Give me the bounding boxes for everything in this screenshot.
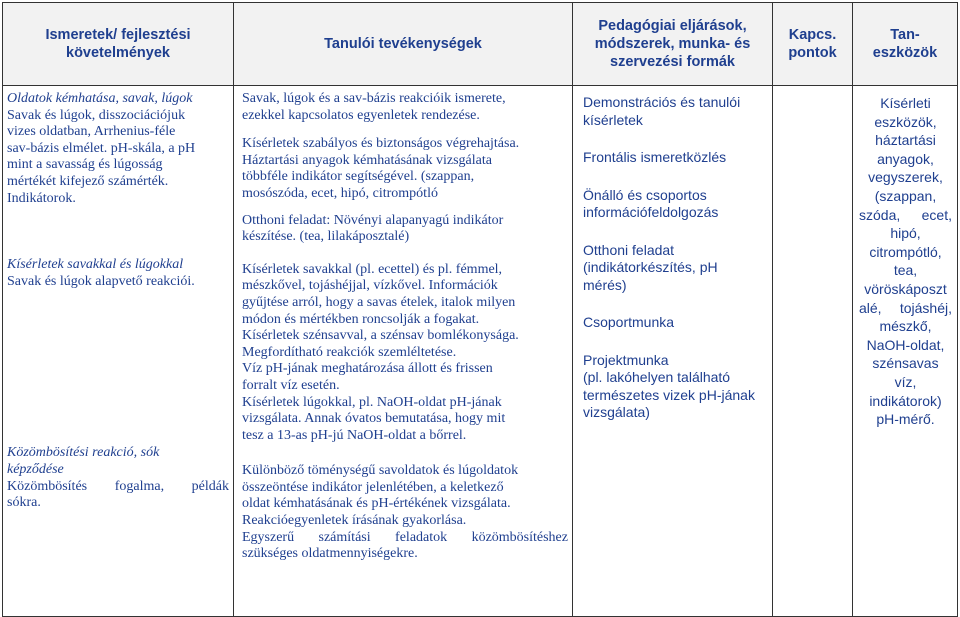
activity-line: mészkővel, tojáshéjjal, vízkővel. Információk (242, 278, 498, 294)
activity-line: Savak, lúgok és a sav-bázis reakcióik ismerete, (242, 91, 506, 106)
connections-cell (773, 86, 853, 617)
topic-title: Kísérletek savakkal és lúgokkal (7, 257, 184, 273)
activity-line: ezekkel kapcsolatos egyenletek rendezése. (242, 107, 480, 123)
activity-line: Víz pH-jának meghatározása állott és frissen (242, 361, 493, 377)
method-line: információfeldolgozás (583, 204, 719, 220)
activity-line: gyűjtése arról, hogy a savas ételek, italok milyen (242, 294, 516, 310)
tool-line: hipó, (890, 225, 921, 242)
method-line: kísérletek (583, 111, 643, 128)
tool-line: szénsavas (872, 355, 939, 372)
topic-line: vizes oldatban, Arrhenius-féle (7, 124, 176, 140)
activity-line: Különböző töménységű savoldatok és lúgoldatok (242, 463, 519, 479)
curriculum-table (2, 2, 958, 617)
activity-line: készítése. (tea, lilakáposztalé) (242, 229, 410, 245)
topic-line: Savak és lúgok, disszociációjuk (7, 107, 186, 123)
header-methods-line: módszerek, munka- és (594, 36, 751, 52)
activity-line: módon és mértékben roncsolják a fogakat. (242, 311, 480, 327)
activity-line: mosószóda, ecet, hipó, citrompótló (242, 185, 438, 201)
header-knowledge (3, 3, 234, 86)
activity-line: Kísérletek lúgokkal, pl. NaOH-oldat pH-jának (242, 394, 502, 410)
method-line: (pl. lakóhelyen található (583, 369, 731, 385)
tool-line: indikátorok) (869, 392, 942, 409)
activity-line: Reakcióegyenletek írásának gyakorlása. (242, 513, 467, 529)
activity-line: szükséges oldatmennyiségekre. (242, 546, 418, 562)
tool-line: mészkő, (879, 318, 932, 335)
method-line: Önálló és csoportos (583, 186, 707, 203)
tool-line: vegyszerek, (868, 169, 943, 186)
activity-line: Háztartási anyagok kémhatásának vizsgálata (242, 152, 492, 168)
header-student-activities (234, 3, 573, 86)
activity-line: Kísérletek szabályos és biztonságos végrehajtása. (242, 136, 520, 152)
header-tools (853, 3, 958, 86)
activity-line: Otthoni feladat: Növényi alapanyagú indikátor (242, 212, 504, 228)
topic-line: sav-bázis elmélet. pH-skála, a pH (7, 140, 196, 156)
tool-line: NaOH-oldat, (866, 336, 945, 353)
header-row (3, 3, 958, 86)
header-connections-line: pontok (788, 45, 837, 61)
method-line: vizsgálata) (583, 404, 650, 420)
header-knowledge-line: Ismeretek/ fejlesztési (45, 27, 191, 43)
activity-line: Kísérletek savakkal (pl. ecettel) és pl. fémmel, (242, 261, 503, 277)
tool-line: Kísérleti (880, 95, 931, 111)
activity-line: vizsgálata. Annak óvatos bemutatása, hogy mit (242, 411, 506, 427)
tool-line: citrompótló, (869, 243, 942, 260)
topic-line: mértékét kifejező számérték. (7, 173, 169, 189)
topic-line: Indikátorok. (7, 190, 76, 206)
method-line: Frontális ismeretközlés (583, 149, 727, 165)
activity-line: Kísérletek szénsavval, a szénsav bomlékonysága. (242, 328, 519, 344)
content-row (3, 86, 958, 617)
header-methods-line: szervezési formák (610, 54, 735, 70)
method-line: Projektmunka (583, 351, 669, 368)
topic-line: Savak és lúgok alapvető reakciói. (7, 273, 195, 289)
tool-line: háztartási (875, 132, 936, 149)
method-line: (indikátorkészítés, pH (583, 259, 718, 275)
tool-line: pH-mérő. (876, 411, 935, 428)
tool-line: szóda, ecet, (859, 206, 952, 223)
topic-line: sókra. (7, 495, 41, 511)
activity-line: oldat kémhatásának és pH-értékének vizsgálata. (242, 496, 511, 512)
header-student-activities-line: Tanulói tevékenységek (324, 36, 482, 52)
method-line: Demonstrációs és tanulói (583, 94, 741, 110)
activity-line: Egyszerű számítási feladatok közömbösítéshez (242, 529, 568, 545)
method-line: Otthoni feladat (583, 241, 675, 258)
topic-title: Oldatok kémhatása, savak, lúgok (7, 91, 193, 106)
topic-title: Közömbösítési reakció, sók (7, 445, 160, 461)
tools-cell (853, 86, 958, 617)
tool-line: eszközök, (874, 113, 937, 130)
method-line: mérés) (583, 276, 627, 293)
tool-line: alé, tojáshéj, (859, 299, 952, 316)
topic-line: mint a savasság és lúgosság (7, 157, 163, 173)
header-tools-line: Tan- (890, 27, 920, 43)
tool-line: vöröskáposzt (864, 280, 947, 297)
student-activities-cell (234, 86, 573, 617)
topic-line: Közömbösítés fogalma, példák (7, 478, 229, 494)
header-methods (573, 3, 773, 86)
knowledge-cell (3, 86, 234, 617)
tool-line: víz, (894, 373, 917, 390)
tool-line: tea, (893, 262, 918, 279)
activity-line: tesz a 13-as pH-jú NaOH-oldat a bőrrel. (242, 427, 467, 443)
method-line: természetes vizek pH-jának (583, 386, 755, 403)
header-connections (773, 3, 853, 86)
activity-line: Megfordítható reakciók szemléltetése. (242, 344, 457, 360)
topic-title: képződése (7, 461, 64, 477)
activity-line: forralt víz esetén. (242, 377, 340, 393)
activity-line: összeöntése indikátor jelenlétében, a keletkező (242, 479, 504, 495)
header-methods-line: Pedagógiai eljárások, (598, 18, 747, 34)
tool-line: anyagok, (877, 150, 934, 167)
activity-line: többféle indikátor segítségével. (szappan, (242, 169, 475, 185)
header-knowledge-line: követelmények (66, 45, 170, 61)
methods-cell (573, 86, 773, 617)
header-tools-line: eszközök (872, 45, 938, 61)
tool-line: (szappan, (874, 187, 937, 204)
header-connections-line: Kapcs. (788, 27, 837, 43)
method-line: Csoportmunka (583, 314, 675, 330)
